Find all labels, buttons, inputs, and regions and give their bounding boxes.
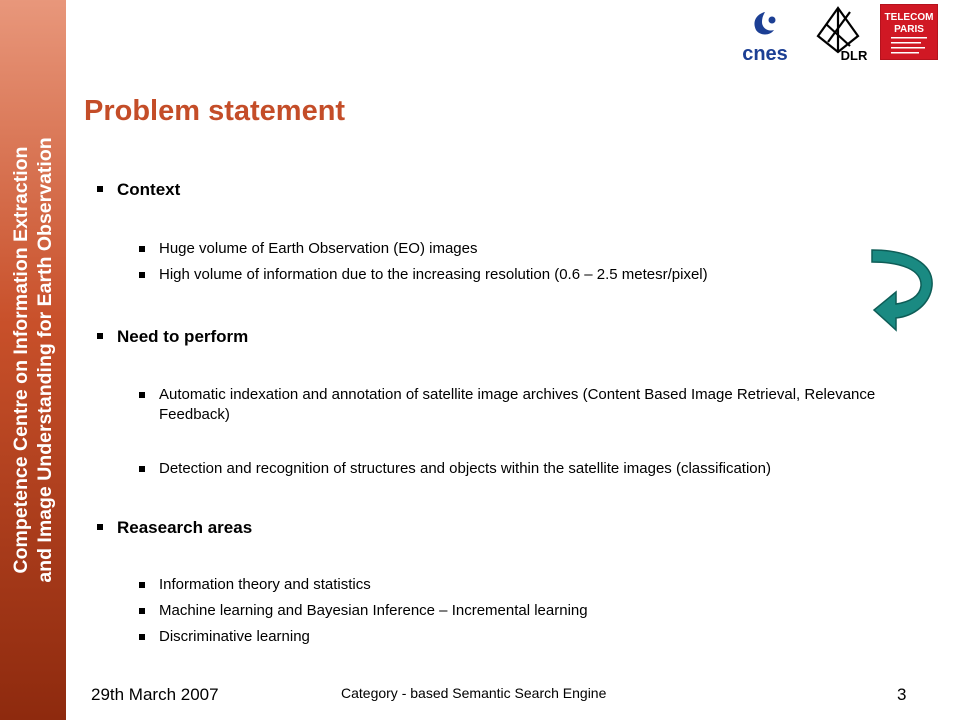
cnes-logo-text: cnes — [742, 43, 788, 64]
list-item: Information theory and statistics — [159, 576, 371, 593]
page-number: 3 — [897, 685, 907, 704]
section-heading-context: Context — [117, 180, 181, 199]
list-item: Huge volume of Earth Observation (EO) images — [159, 240, 478, 257]
list-item: Detection and recognition of structures and objects within the satellite images (classification) — [159, 460, 771, 477]
page-title: Problem statement — [84, 95, 346, 127]
bullet-marker — [139, 466, 145, 472]
list-item: Machine learning and Bayesian Inference – Incremental learning — [159, 602, 588, 619]
bullet-marker — [139, 608, 145, 614]
bullet-marker — [97, 524, 103, 530]
bullet-marker — [139, 246, 145, 252]
telecom-logo-line2: PARIS — [894, 24, 924, 35]
curved-arrow-icon — [866, 246, 938, 332]
bullet-marker — [97, 186, 103, 192]
bullet-marker — [139, 634, 145, 640]
list-item: High volume of information due to the increasing resolution (0.6 – 2.5 metesr/pixel) — [159, 266, 708, 283]
footer-title: Category - based Semantic Search Engine — [341, 685, 607, 701]
footer-date: 29th March 2007 — [91, 685, 219, 704]
bullet-marker — [97, 333, 103, 339]
sidebar-title-line2: and Image Understanding for Earth Observation — [34, 137, 56, 583]
list-item: Automatic indexation and annotation of satellite image archives (Content Based Image Retrieval, Relevance Feedback) — [159, 386, 876, 423]
list-item: Discriminative learning — [159, 628, 310, 645]
bullet-marker — [139, 392, 145, 398]
section-heading-research: Reasearch areas — [117, 518, 253, 537]
telecom-logo-line1: TELECOM — [884, 12, 934, 23]
sidebar-title-line1: Competence Centre on Information Extraction — [10, 146, 32, 574]
dlr-logo-text: DLR — [840, 48, 868, 62]
bullet-marker — [139, 582, 145, 588]
section-heading-need: Need to perform — [117, 327, 249, 346]
bullet-marker — [139, 272, 145, 278]
